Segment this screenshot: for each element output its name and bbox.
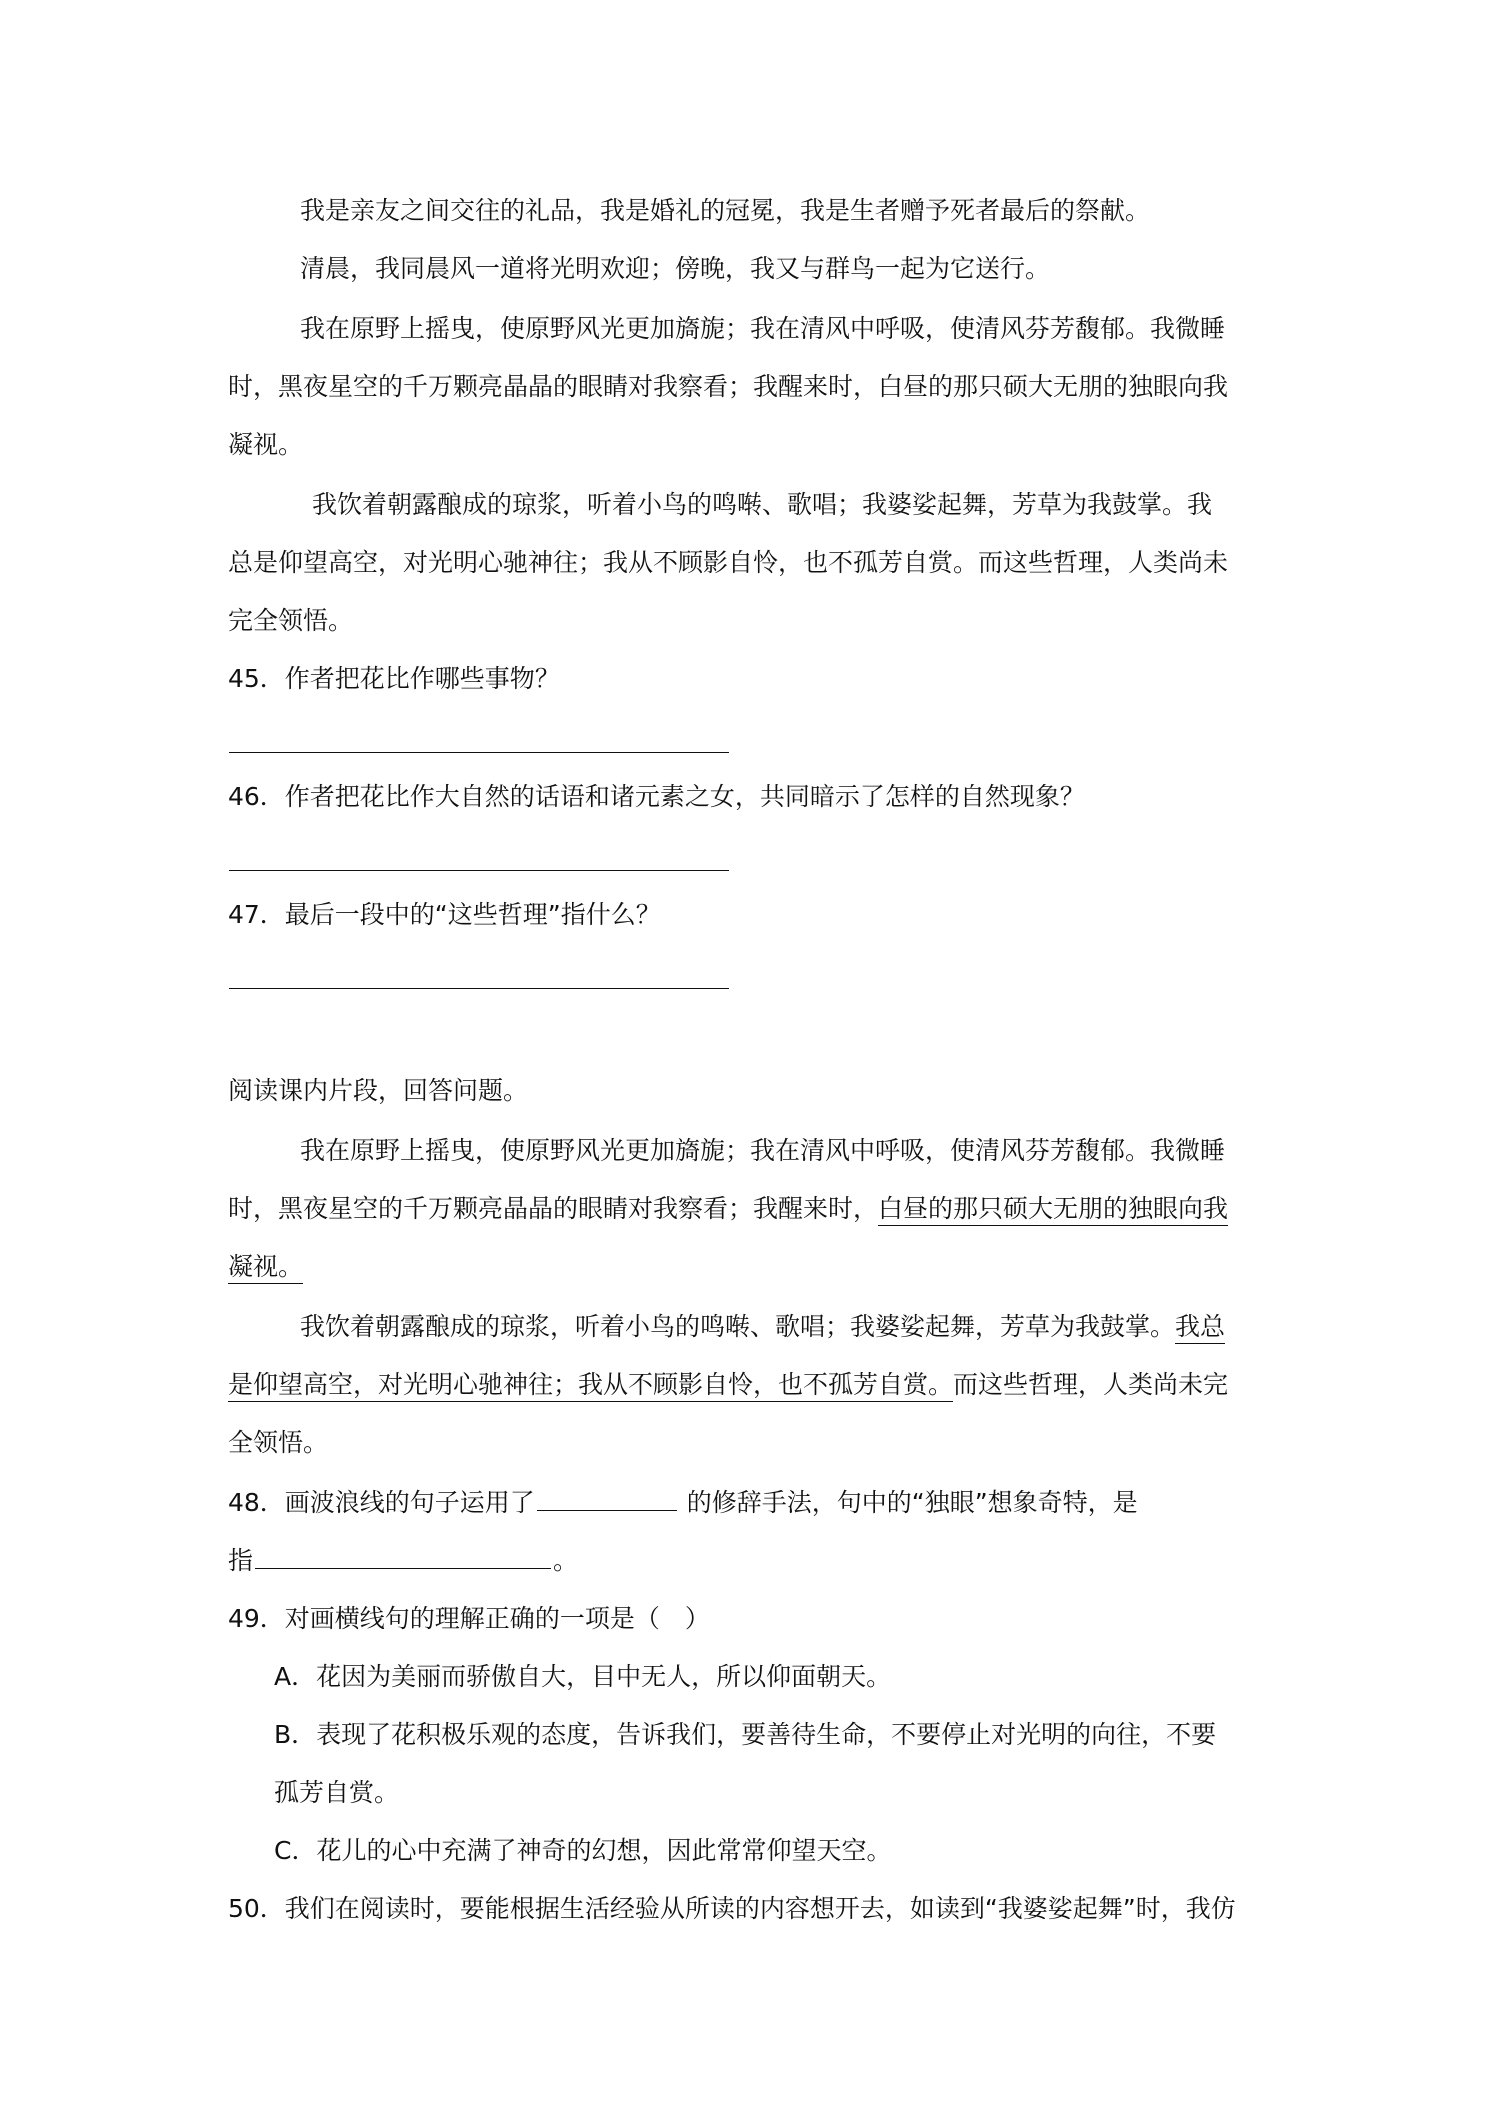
section2-paragraph-1-line-2 [228, 1192, 1228, 1226]
wavy-underlined-sentence-part-1: 白昼的那只硕大无朋的独眼向我 [878, 1194, 1228, 1226]
section2-p2-l2-plain: 而这些哲理，人类尚未完 [953, 1370, 1229, 1399]
option-c[interactable]: C．花儿的心中充满了神奇的幻想，因此常常仰望天空。 [274, 1836, 892, 1865]
option-b-line-2[interactable]: 孤芳自赏。 [274, 1778, 400, 1807]
question-48-text-d: 。 [553, 1546, 579, 1575]
answer-line-46[interactable] [229, 870, 729, 871]
single-eye-meaning-blank[interactable] [255, 1542, 551, 1569]
underlined-sentence-part-1: 我总 [1175, 1312, 1225, 1344]
passage1-paragraph-4-line-3: 完全领悟。 [228, 606, 354, 635]
section2-paragraph-2-line-1 [300, 1310, 1225, 1344]
question-48-text-b: 的修辞手法，句中的“独眼”想象奇特，是 [686, 1488, 1138, 1517]
passage1-paragraph-4-line-1: 我饮着朝露酿成的琼浆，听着小鸟的鸣啭、歌唱；我婆娑起舞，芳草为我鼓掌。我 [312, 490, 1213, 519]
wavy-underlined-sentence-part-2: 凝视。 [228, 1252, 303, 1284]
section2-p1-l2-plain: 时，黑夜星空的千万颗亮晶晶的眼睛对我察看；我醒来时， [228, 1194, 879, 1223]
rhetoric-blank[interactable] [537, 1484, 677, 1511]
question-48-text-a: 48．画波浪线的句子运用了 [228, 1488, 535, 1517]
question-50: 50．我们在阅读时，要能根据生活经验从所读的内容想开去，如读到“我婆娑起舞”时，我仿 [228, 1894, 1236, 1923]
passage1-paragraph-1: 我是亲友之间交往的礼品，我是婚礼的冠冕，我是生者赠予死者最后的祭献。 [300, 196, 1151, 225]
option-b-line-1[interactable]: B．表现了花积极乐观的态度，告诉我们，要善待生命，不要停止对光明的向往，不要 [274, 1720, 1217, 1749]
section2-instruction: 阅读课内片段，回答问题。 [228, 1076, 529, 1105]
answer-line-47[interactable] [229, 988, 729, 989]
question-46: 46．作者把花比作大自然的话语和诸元素之女，共同暗示了怎样的自然现象？ [228, 782, 1085, 811]
passage1-paragraph-2: 清晨，我同晨风一道将光明欢迎；傍晚，我又与群鸟一起为它送行。 [300, 254, 1051, 283]
section2-paragraph-1-line-3 [228, 1250, 303, 1284]
question-47: 47．最后一段中的“这些哲理”指什么？ [228, 900, 661, 929]
question-45: 45．作者把花比作哪些事物？ [228, 664, 560, 693]
passage1-paragraph-3-line-2: 时，黑夜星空的千万颗亮晶晶的眼睛对我察看；我醒来时，白昼的那只硕大无朋的独眼向我 [228, 372, 1229, 401]
section2-paragraph-1-line-1: 我在原野上摇曳，使原野风光更加旖旎；我在清风中呼吸，使清风芬芳馥郁。我微睡 [300, 1136, 1226, 1165]
section2-p2-l1-plain: 我饮着朝露酿成的琼浆，听着小鸟的鸣啭、歌唱；我婆娑起舞，芳草为我鼓掌。 [300, 1312, 1176, 1341]
question-49: 49．对画横线句的理解正确的一项是（ ） [228, 1604, 710, 1633]
section2-paragraph-2-line-2 [228, 1368, 1228, 1402]
answer-line-45[interactable] [229, 752, 729, 753]
section2-paragraph-2-line-3: 全领悟。 [228, 1428, 329, 1457]
passage1-paragraph-3-line-3: 凝视。 [228, 430, 304, 459]
passage1-paragraph-4-line-2: 总是仰望高空，对光明心驰神往；我从不顾影自怜，也不孤芳自赏。而这些哲理，人类尚未 [228, 548, 1229, 577]
passage1-paragraph-3-line-1: 我在原野上摇曳，使原野风光更加旖旎；我在清风中呼吸，使清风芬芳馥郁。我微睡 [300, 314, 1226, 343]
underlined-sentence-part-2: 是仰望高空，对光明心驰神往；我从不顾影自怜，也不孤芳自赏。 [228, 1370, 953, 1402]
question-48-text-c: 指 [228, 1546, 254, 1575]
question-48-line-2 [228, 1542, 578, 1578]
option-a[interactable]: A．花因为美丽而骄傲自大，目中无人，所以仰面朝天。 [274, 1662, 892, 1691]
question-48-line-1 [228, 1484, 1138, 1520]
